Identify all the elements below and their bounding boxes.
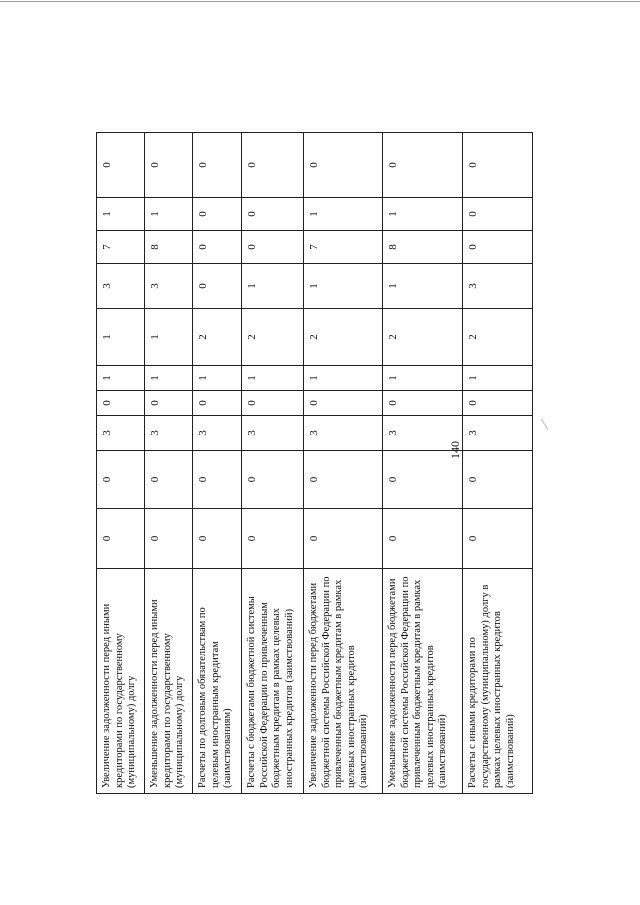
row-label: Расчеты с бюджетами бюджетной системы Российской Федерации по привлеченным бюджетным кредитам в рамках целевых иностранных кредитов (заимствований) (242, 569, 304, 794)
code-digit: 0 (242, 509, 304, 569)
code-digit: 0 (145, 509, 193, 569)
code-digit: 3 (145, 264, 193, 309)
code-digit: 0 (463, 391, 533, 416)
code-digit: 1 (145, 309, 193, 366)
code-digit: 1 (463, 366, 533, 391)
code-digit: 1 (145, 366, 193, 391)
code-digit: 1 (97, 366, 145, 391)
row-label: Увеличение задолженности перед бюджетами бюджетной системы Российской Федерации по привлеченным бюджетным кредитам в рамках целевых иностранных кредитов (заимствований) (304, 569, 383, 794)
code-digit: 1 (304, 366, 383, 391)
code-digit: 3 (242, 416, 304, 451)
code-digit: 0 (193, 133, 242, 198)
table-row (193, 133, 242, 794)
table-row (242, 133, 304, 794)
row-label: Увеличение задолженности перед иными кредиторами по государственному (муниципальному) долгу (97, 569, 145, 794)
code-digit: 2 (463, 309, 533, 366)
code-digit: 0 (242, 391, 304, 416)
table-row (383, 133, 463, 794)
code-digit: 0 (383, 451, 463, 509)
pencil-mark (541, 419, 549, 429)
code-digit: 0 (463, 451, 533, 509)
code-digit: 3 (97, 416, 145, 451)
code-digit: 0 (193, 231, 242, 264)
code-digit: 7 (304, 231, 383, 264)
code-digit: 0 (463, 133, 533, 198)
code-digit: 3 (463, 264, 533, 309)
code-digit: 0 (304, 451, 383, 509)
code-digit: 2 (193, 309, 242, 366)
code-digit: 0 (97, 509, 145, 569)
code-digit: 1 (383, 264, 463, 309)
row-label: Уменьшение задолженности перед бюджетами бюджетной системы Российской Федерации по привлеченным бюджетным кредитам в рамках целевых иностранных кредитов (заимствований) (383, 569, 463, 794)
code-digit: 3 (304, 416, 383, 451)
code-digit: 2 (383, 309, 463, 366)
code-digit: 2 (304, 309, 383, 366)
code-digit: 3 (193, 416, 242, 451)
code-digit: 8 (383, 231, 463, 264)
code-digit: 0 (304, 391, 383, 416)
code-digit: 0 (97, 391, 145, 416)
code-digit: 0 (242, 133, 304, 198)
code-digit: 1 (97, 309, 145, 366)
code-digit: 0 (304, 133, 383, 198)
code-digit: 0 (242, 231, 304, 264)
row-label: Уменьшение задолженности перед иными кредиторами по государственному (муниципальному) долгу (145, 569, 193, 794)
code-digit: 1 (242, 264, 304, 309)
code-digit: 0 (304, 509, 383, 569)
code-digit: 1 (383, 198, 463, 231)
code-digit: 1 (193, 366, 242, 391)
code-digit: 0 (97, 133, 145, 198)
code-digit: 0 (242, 451, 304, 509)
code-digit: 0 (193, 198, 242, 231)
table-body (97, 133, 533, 794)
table-row (304, 133, 383, 794)
scan-edge-line (0, 1, 640, 2)
code-digit: 2 (242, 309, 304, 366)
code-digit: 7 (97, 231, 145, 264)
accounts-table (96, 132, 533, 794)
code-digit: 0 (463, 509, 533, 569)
code-digit: 0 (463, 198, 533, 231)
code-digit: 3 (145, 416, 193, 451)
code-digit: 3 (463, 416, 533, 451)
row-label: Расчеты по долговым обязательствам по целевым иностранным кредитам (заимствованиям) (193, 569, 242, 794)
code-digit: 0 (383, 509, 463, 569)
code-digit: 0 (193, 264, 242, 309)
code-digit: 0 (383, 391, 463, 416)
code-digit: 1 (304, 264, 383, 309)
code-digit: 1 (145, 198, 193, 231)
code-digit: 0 (193, 509, 242, 569)
table-row (145, 133, 193, 794)
code-digit: 0 (242, 198, 304, 231)
code-digit: 0 (145, 391, 193, 416)
code-digit: 0 (145, 133, 193, 198)
code-digit: 0 (463, 231, 533, 264)
code-digit: 1 (383, 366, 463, 391)
code-digit: 1 (304, 198, 383, 231)
code-digit: 0 (193, 391, 242, 416)
code-digit: 1 (97, 198, 145, 231)
code-digit: 0 (145, 451, 193, 509)
code-digit: 8 (145, 231, 193, 264)
table-row (463, 133, 533, 794)
code-digit: 3 (97, 264, 145, 309)
code-digit: 0 (193, 451, 242, 509)
code-digit: 0 (97, 451, 145, 509)
code-digit: 1 (242, 366, 304, 391)
row-label: Расчеты с иными кредиторами по государственному (муниципальному) долгу в рамках целевых иностранных кредитов (заимствований) (463, 569, 533, 794)
table-row (97, 133, 145, 794)
rotated-table-container (96, 133, 532, 794)
page-number: 140 (448, 441, 462, 459)
code-digit: 0 (383, 133, 463, 198)
code-digit: 3 (383, 416, 463, 451)
